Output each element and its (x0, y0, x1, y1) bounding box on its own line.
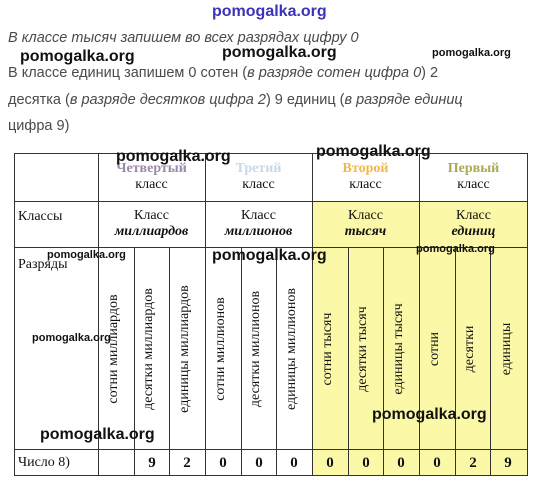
table-border (312, 153, 313, 476)
rank-label: единицы миллионов (284, 288, 299, 410)
header-name: Четвертый (116, 161, 187, 176)
table-border (276, 247, 277, 476)
table-border (14, 201, 528, 202)
class-word: Класс (134, 208, 169, 223)
header-sub: класс (349, 177, 382, 192)
rank-label: единицы (499, 322, 514, 376)
table-border (205, 153, 206, 476)
watermark-text: pomogalka.org (212, 247, 327, 264)
watermark-text: pomogalka.org (47, 249, 126, 261)
rank-label: сотни (427, 331, 442, 367)
rank-label: единицы тысяч (391, 303, 406, 395)
watermark-text: pomogalka.org (316, 143, 431, 160)
text-line-2c: ) 2 (421, 65, 439, 81)
header-cell (312, 161, 419, 193)
digit-cell: 0 (255, 455, 263, 471)
table-border (14, 153, 15, 476)
watermark-text: pomogalka.org (116, 148, 231, 165)
rank-label: сотни миллионов (213, 297, 228, 401)
watermark-text: pomogalka.org (20, 48, 135, 65)
class-name: миллионов (224, 224, 293, 239)
text-line-3c: ) 9 единиц ( (265, 92, 345, 108)
header-sub: класс (242, 177, 275, 192)
text-line-3d: в разряде единиц (344, 92, 463, 108)
watermark-text: pomogalka.org (32, 332, 111, 344)
header-sub: класс (135, 177, 168, 192)
table-border (419, 153, 420, 476)
watermark-text: pomogalka.org (416, 243, 495, 255)
class-cell (98, 208, 205, 240)
table-border (241, 247, 242, 476)
rank-label: сотни миллиардов (106, 294, 121, 404)
digit-cell: 9 (504, 455, 512, 471)
header-name: Первый (447, 161, 500, 176)
rank-label: десятки (462, 325, 477, 373)
class-name: тысяч (344, 224, 387, 239)
header-name: Второй (342, 161, 389, 176)
text-line-3b: в разряде десятков цифра 2 (69, 92, 266, 108)
digit-cell: 0 (397, 455, 405, 471)
rank-label: сотни тысяч (320, 312, 335, 386)
rank-label: десятки миллиардов (141, 288, 156, 410)
table-border (14, 449, 528, 450)
class-cell (312, 208, 419, 240)
header-sub: класс (457, 177, 490, 192)
rank-label: единицы миллиардов (177, 285, 192, 413)
digit-cell: 2 (183, 455, 191, 471)
digit-cell: 0 (433, 455, 441, 471)
watermark-text: pomogalka.org (372, 406, 487, 423)
digit-cell: 0 (290, 455, 298, 471)
digit-cell: 9 (148, 455, 156, 471)
watermark-text: pomogalka.org (40, 426, 155, 443)
class-cell (419, 208, 528, 240)
digit-cell: 2 (469, 455, 477, 471)
text-line-1-content: В классе тысяч запишем во всех разрядах цифру 0 (8, 30, 359, 46)
text-line-3a: десятка ( (8, 92, 70, 108)
table-border (348, 247, 349, 476)
text-line-2 (8, 65, 438, 81)
class-word: Класс (456, 208, 491, 223)
class-word: Класс (241, 208, 276, 223)
table-border (490, 247, 491, 476)
class-word: Класс (348, 208, 383, 223)
header-name: Третий (235, 161, 282, 176)
table-border (169, 247, 170, 476)
digit-cell: 0 (326, 455, 334, 471)
table-border (455, 247, 456, 476)
rank-label: десятки тысяч (355, 306, 370, 392)
watermark-text: pomogalka.org (432, 47, 511, 59)
header-cell (419, 161, 528, 193)
text-line-2b: в разряде сотен цифра 0 (247, 65, 422, 81)
text-line-2a: В классе единиц запишем 0 сотен ( (8, 65, 248, 81)
site-header[interactable]: pomogalka.org (212, 3, 327, 20)
class-name: миллиардов (114, 224, 189, 239)
text-line-4 (8, 118, 69, 134)
watermark-text: pomogalka.org (222, 44, 337, 61)
row-label-number: Число 8) (18, 455, 70, 470)
digit-cell: 0 (362, 455, 370, 471)
table-border (383, 247, 384, 476)
row-label-classes: Классы (18, 209, 63, 224)
class-name: единиц (451, 224, 496, 239)
text-line-4a: цифра 9 (8, 118, 65, 134)
text-line-3 (8, 92, 463, 108)
table-border (14, 153, 528, 154)
digit-cell: 0 (219, 455, 227, 471)
table-border (527, 153, 528, 476)
row-label-ranks: Разряды (18, 257, 68, 272)
text-line-4b: ) (64, 118, 70, 134)
class-cell (205, 208, 312, 240)
table-border (14, 475, 528, 476)
rank-label: десятки миллионов (248, 290, 263, 408)
